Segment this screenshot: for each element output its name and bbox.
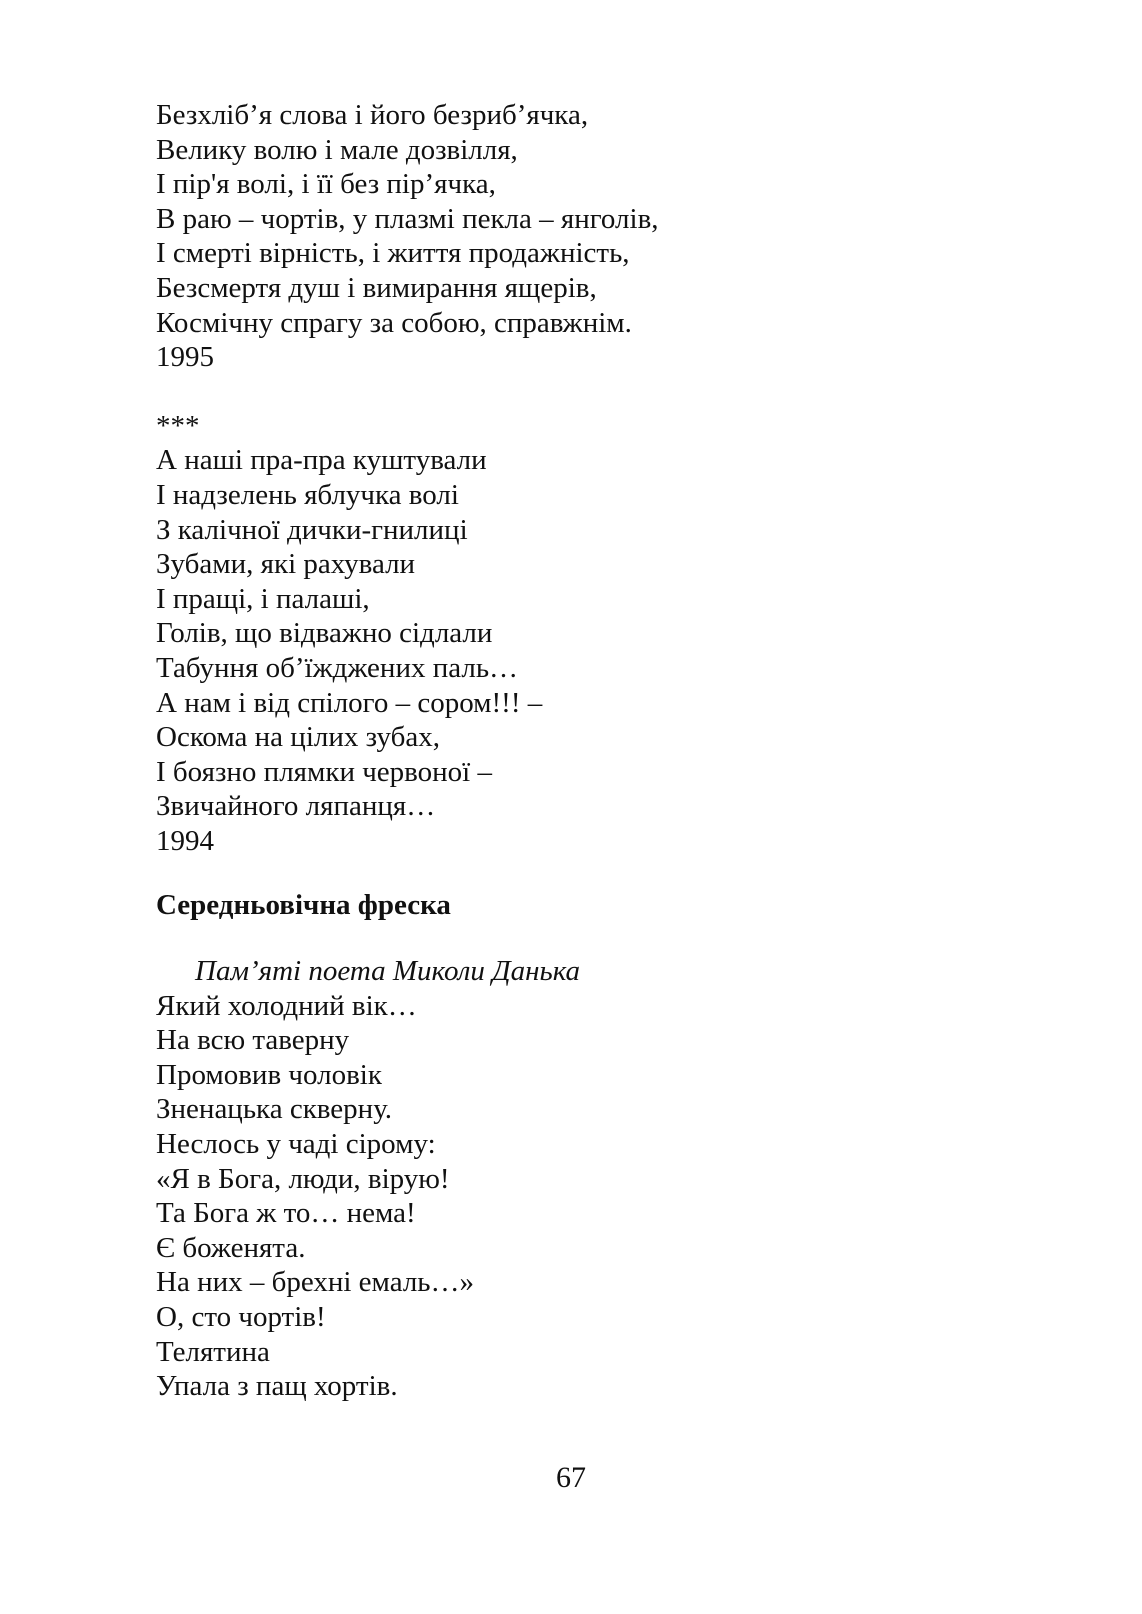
poem-line: Неслось у чаді сірому: bbox=[156, 1128, 436, 1161]
poem-line: Який холодний вік… bbox=[156, 989, 417, 1022]
poem-line: Безсмертя душ і вимирання ящерів, bbox=[156, 271, 597, 304]
page-content bbox=[156, 98, 1036, 1404]
poem-line: Космічну спрагу за собою, справжнім. bbox=[156, 306, 632, 339]
poem-line: А нам і від спілого – сором!!! – bbox=[156, 686, 543, 719]
poem-line: «Я в Бога, люди, вірую! bbox=[156, 1162, 450, 1195]
poem-2 bbox=[156, 409, 1036, 859]
poem-year: 1995 bbox=[156, 341, 214, 374]
poem-line: Звичайного ляпанця… bbox=[156, 790, 436, 823]
poem-line: Безхліб’я слова і його безриб’ячка, bbox=[156, 99, 589, 131]
poem-line: І смерті вірність, і життя продажність, bbox=[156, 237, 630, 270]
poem-title: Середньовічна фреска bbox=[156, 889, 451, 922]
poem-line: Є боженята. bbox=[156, 1231, 306, 1264]
poem-1 bbox=[156, 98, 1036, 375]
poem-line: На всю таверну bbox=[156, 1024, 350, 1057]
spacer bbox=[156, 923, 1036, 954]
poem-line: Упала з пащ хортів. bbox=[156, 1370, 398, 1403]
poem-line: Зненацька скверну. bbox=[156, 1093, 393, 1126]
poem-line: З калічної дички-гнилиці bbox=[156, 513, 468, 546]
poem-line: Оскома на цілих зубах, bbox=[156, 721, 440, 754]
page-number: 67 bbox=[556, 1461, 586, 1494]
poem-line: І боязно плямки червоної – bbox=[156, 755, 492, 788]
poem-line: А наші пра-пра куштували bbox=[156, 444, 487, 477]
poem-line: Та Бога ж то… нема! bbox=[156, 1197, 416, 1230]
poem-3 bbox=[156, 888, 1036, 1403]
poem-line: Телятина bbox=[156, 1335, 270, 1368]
poem-line: І пір'я волі, і її без пір’ячка, bbox=[156, 168, 496, 201]
poem-dedication: Пам’яті поета Миколи Данька bbox=[195, 955, 581, 988]
poem-line: О, сто чортів! bbox=[156, 1301, 326, 1333]
poem-line: Табуння об’їжджених паль… bbox=[156, 651, 519, 684]
spacer bbox=[156, 375, 1036, 409]
poem-line: Велику волю і мале дозвілля, bbox=[156, 133, 518, 166]
spacer bbox=[156, 858, 1036, 888]
poem-line: В раю – чортів, у плазмі пекла – янголів, bbox=[156, 202, 659, 235]
poem-line: Зубами, які рахували bbox=[156, 548, 416, 581]
poem-line: І надзелень яблучка волі bbox=[156, 478, 459, 511]
poem-line: Голів, що відважно сідлали bbox=[156, 617, 493, 650]
poem-line: І пращі, і палаші, bbox=[156, 582, 370, 615]
poem-line: На них – брехні емаль…» bbox=[156, 1266, 475, 1299]
poem-line: Промовив чоловік bbox=[156, 1058, 382, 1091]
poem-heading: *** bbox=[156, 409, 200, 442]
poem-year: 1994 bbox=[156, 824, 214, 857]
